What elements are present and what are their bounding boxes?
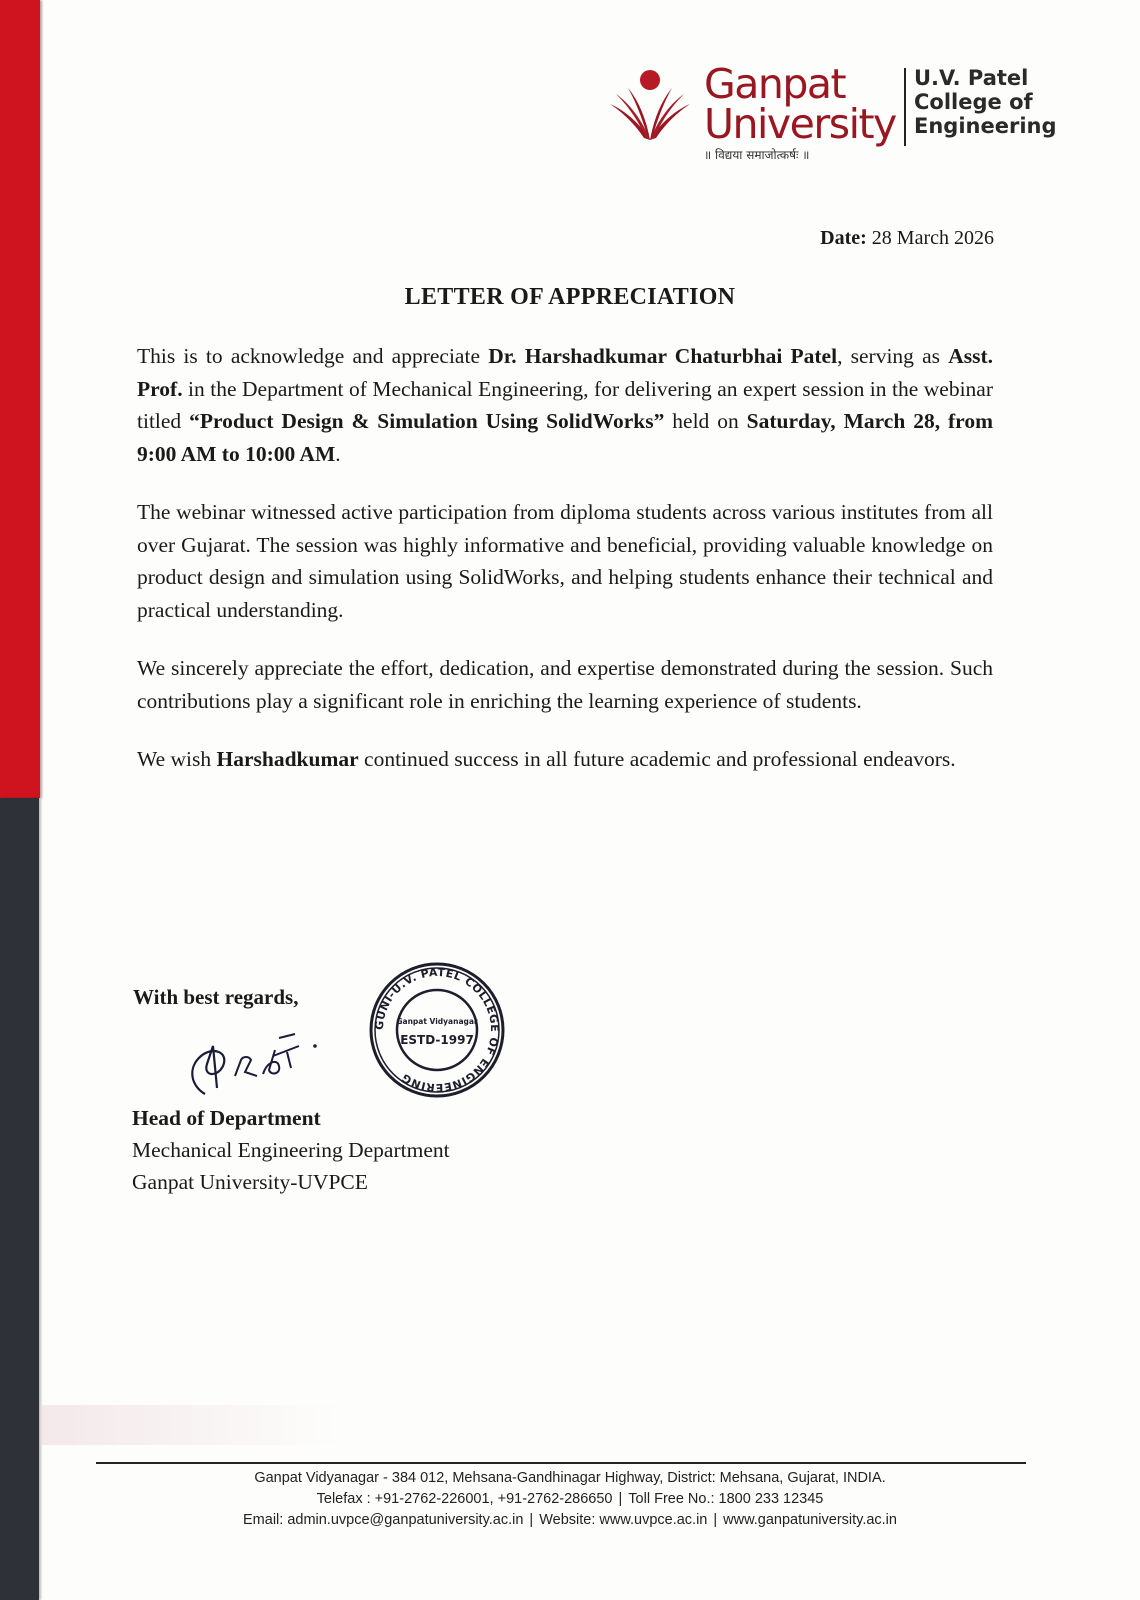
university-name-line1: Ganpat: [704, 60, 846, 108]
letter-title: LETTER OF APPRECIATION: [404, 284, 736, 310]
text-run: This is to acknowledge and appreciate: [137, 344, 489, 368]
signatory-department: Mechanical Engineering Department: [132, 1138, 450, 1162]
footer-separator: |: [618, 1491, 623, 1507]
footer-phone-line: [0, 1489, 1140, 1510]
paragraph-acknowledgement: [137, 340, 993, 470]
signatory-institution: Ganpat University-UVPCE: [132, 1170, 368, 1194]
seal-center-bottom: ESTD-1997: [400, 1033, 474, 1047]
university-name: [704, 60, 896, 148]
footer-address: Ganpat Vidyanagar - 384 012, Mehsana-Gandhinagar Highway, District: Mehsana, Gujarat, INDIA.: [254, 1470, 886, 1486]
handwritten-signature-icon: [183, 1018, 333, 1100]
closing-regards: With best regards,: [133, 985, 299, 1009]
recipient-name: Dr. Harshadkumar Chaturbhai Patel: [488, 344, 838, 368]
binder-stripe-red: [0, 0, 40, 798]
text-run: held on: [664, 409, 747, 433]
svg-text:GUNI-U.V. PATEL COLLEGE OF ENG: [373, 966, 501, 1094]
footer-divider: [96, 1462, 1026, 1464]
text-run: We wish: [137, 747, 217, 771]
college-name-line1: U.V. Patel: [914, 66, 1029, 90]
closing: [133, 984, 298, 1010]
signatory-block: [132, 1102, 450, 1198]
text-run: .: [335, 441, 341, 466]
footer-telefax: Telefax : +91-2762-226001, +91-2762-286650: [316, 1491, 613, 1507]
date-label: Date:: [820, 227, 867, 249]
footer-email[interactable]: Email: admin.uvpce@ganpatuniversity.ac.in: [243, 1512, 524, 1528]
university-motto: ॥ विद्यया समाजोत्कर्षः ॥: [704, 148, 810, 162]
footer-website-ganpat[interactable]: www.ganpatuniversity.ac.in: [723, 1512, 897, 1528]
recipient-first-name: Harshadkumar: [216, 747, 359, 771]
text-run: in the Department of Mechanical Engineering, for delivering an expert session in the webinar titled: [137, 376, 993, 433]
webinar-datetime: Saturday, March 28, from 9:00 AM to 10:00 AM: [137, 409, 993, 466]
paragraph-participation: The webinar witnessed active participation from diploma students across various institutes from all over Gujarat. The session was highly informative and beneficial, providing valuable knowledge on product design and simulation using SolidWorks, and helping students enhance their technical and practical understanding.: [137, 500, 993, 622]
signatory-role: Head of Department: [132, 1106, 321, 1130]
letterhead-logo: [610, 60, 1070, 174]
logo-divider: [904, 68, 906, 146]
letter-date: [820, 226, 994, 250]
text-run: continued success in all future academic and professional endeavors.: [358, 747, 956, 771]
footer-contact-line: [0, 1510, 1140, 1531]
seal-ring-text: GUNI-U.V. PATEL COLLEGE OF ENGINEERING: [372, 965, 502, 1095]
university-name-line2: University: [704, 100, 896, 148]
paragraph-appreciation: We sincerely appreciate the effort, dedication, and expertise demonstrated during the session. Such contributions play a significant role in enriching the learning experience of students.: [137, 656, 993, 713]
footer-tollfree: Toll Free No.: 1800 233 12345: [628, 1491, 824, 1507]
paragraph-wishes: [137, 743, 993, 776]
text-run: , serving as: [837, 344, 949, 368]
letterhead-footer: [0, 1468, 1140, 1531]
ganpat-university-emblem-icon: [610, 68, 690, 144]
college-seal-stamp-icon: [362, 962, 512, 1098]
paper-smudge: [40, 1405, 340, 1445]
footer-website-uvpce[interactable]: Website: www.uvpce.ac.in: [539, 1512, 708, 1528]
recipient-designation: Asst. Prof.: [137, 344, 994, 401]
college-name-line2: College of: [914, 90, 1033, 114]
footer-separator: |: [529, 1512, 534, 1528]
footer-separator: |: [713, 1512, 718, 1528]
letter-body: [137, 340, 993, 802]
date-value: 28 March 2026: [871, 227, 994, 249]
college-name-line3: Engineering: [914, 114, 1057, 138]
seal-center-top: Ganpat Vidyanagar: [396, 1017, 478, 1026]
webinar-title: “Product Design & Simulation Using SolidWorks”: [189, 409, 665, 433]
college-name: [914, 66, 1057, 138]
